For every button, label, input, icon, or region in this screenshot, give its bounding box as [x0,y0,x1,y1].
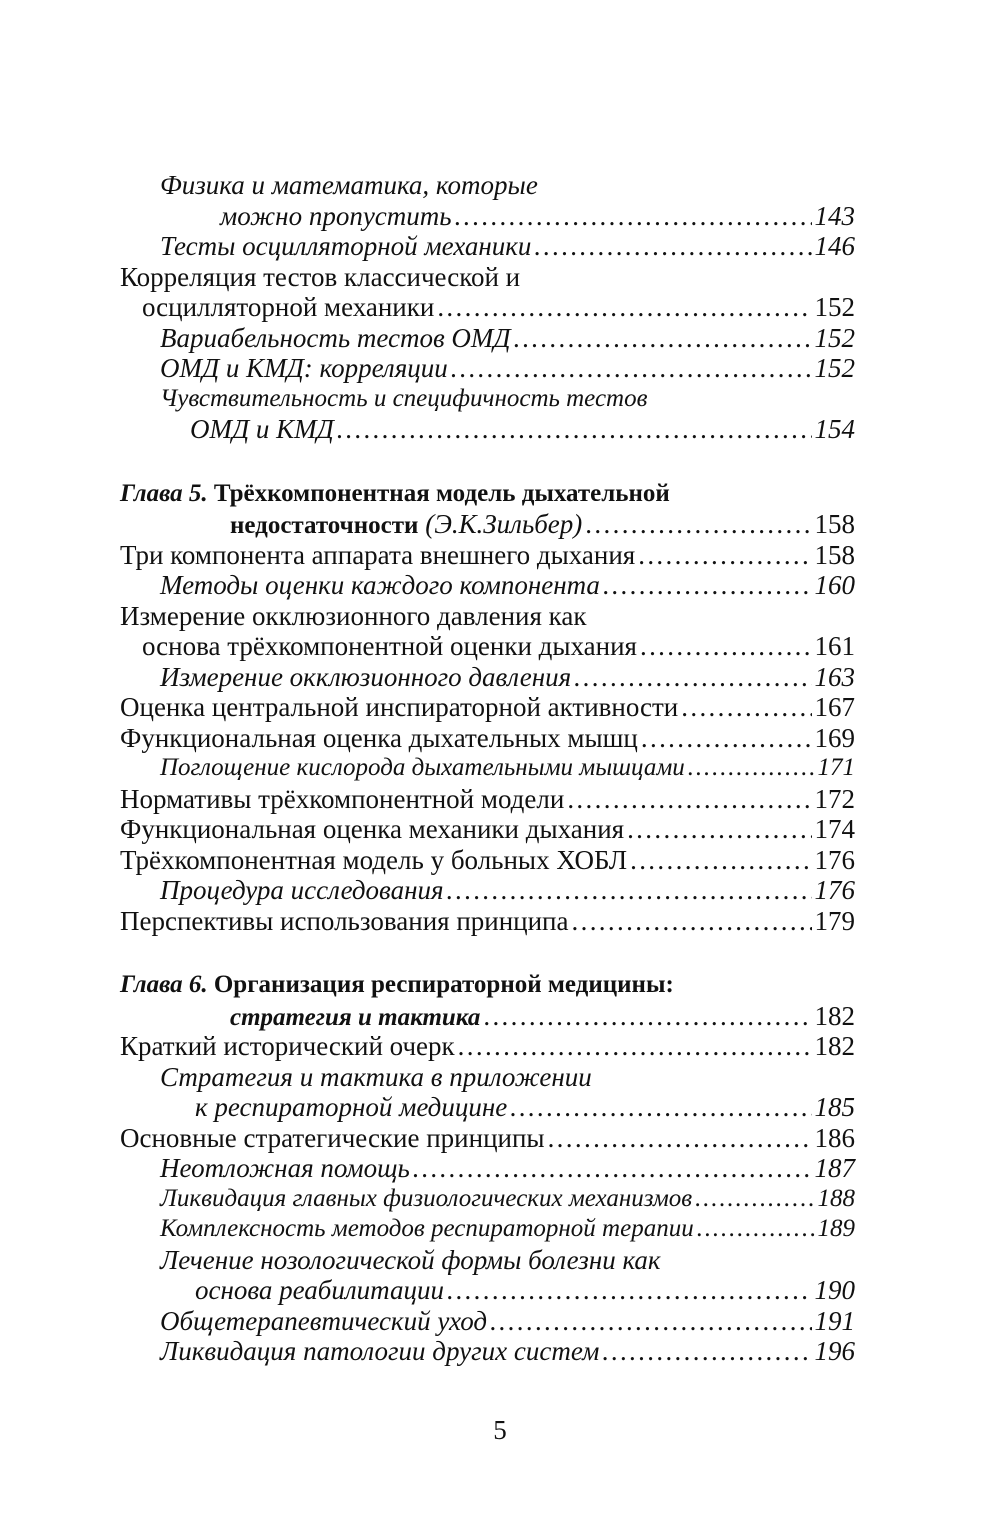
page-number: 5 [493,1415,507,1445]
chapter-heading-continuation: недостаточности (Э.К.Зильбер) . . . 158 [120,509,855,540]
toc-entry: Вариабельность тестов ОМД . . . 152 [120,323,855,354]
toc-entry: Тесты осцилляторной механики . . . 146 [120,231,855,262]
toc-entry: Неотложная помощь . . . 187 [120,1153,855,1184]
toc-entry: Нормативы трёхкомпонентной модели . . . 172 [120,784,855,815]
toc-entry: Измерение окклюзионного давления как [120,600,587,631]
toc-entry: можно пропустить . . . 143 [120,201,855,232]
toc-entry: Функциональная оценка дыхательных мышц . . . 169 [120,723,855,754]
toc-entry: Стратегия и тактика в приложении [160,1061,592,1092]
toc-entry: Корреляция тестов классической и [120,261,521,292]
toc-entry: Оценка центральной инспираторной активности . . . 167 [120,692,855,723]
toc-entry: Общетерапевтический уход . . . 191 [120,1306,855,1337]
table-of-contents [120,170,855,1367]
toc-entry: ОМД и КМД . . . 154 [120,414,855,445]
toc-entry: осцилляторной механики . . . 152 [120,292,855,323]
toc-entry: к респираторной медицине . . . 185 [120,1092,855,1123]
toc-entry: основа реабилитации . . . 190 [120,1275,855,1306]
toc-entry: Процедура исследования . . . 176 [120,875,855,906]
toc-entry: Поглощение кислорода дыхательными мышцами . . . 171 [120,753,855,784]
chapter-heading-continuation: стратегия и тактика . . . 182 [120,1001,855,1032]
toc-entry: Чувствительность и специфичность тестов [160,384,648,412]
toc-entry: ОМД и КМД: корреляции . . . 152 [120,353,855,384]
toc-entry: Краткий исторический очерк . . . 182 [120,1031,855,1062]
toc-entry: Трёхкомпонентная модель у больных ХОБЛ . . . 176 [120,845,855,876]
chapter-heading: Глава 5. Трёхкомпонентная модель дыхательной [120,479,670,507]
toc-entry: Перспективы использования принципа . . . 179 [120,906,855,937]
toc-entry: Лечение нозологической формы болезни как [160,1244,661,1275]
toc-entry: Функциональная оценка механики дыхания . . . 174 [120,814,855,845]
chapter-heading: Глава 6. Организация респираторной медицины: [120,971,674,998]
toc-entry: Измерение окклюзионного давления . . . 163 [120,662,855,693]
toc-entry: Комплексность методов респираторной терапии . . . 189 [120,1214,855,1245]
toc-entry: Три компонента аппарата внешнего дыхания . . . 158 [120,540,855,571]
toc-entry: основа трёхкомпонентной оценки дыхания . . . 161 [120,631,855,662]
toc-entry: Методы оценки каждого компонента . . . 160 [120,570,855,601]
toc-entry: Ликвидация патологии других систем . . . 196 [120,1336,855,1367]
toc-entry: Физика и математика, которые [160,170,538,200]
toc-entry: Ликвидация главных физиологических механизмов . . . 188 [120,1184,855,1215]
toc-entry: Основные стратегические принципы . . . 186 [120,1123,855,1154]
